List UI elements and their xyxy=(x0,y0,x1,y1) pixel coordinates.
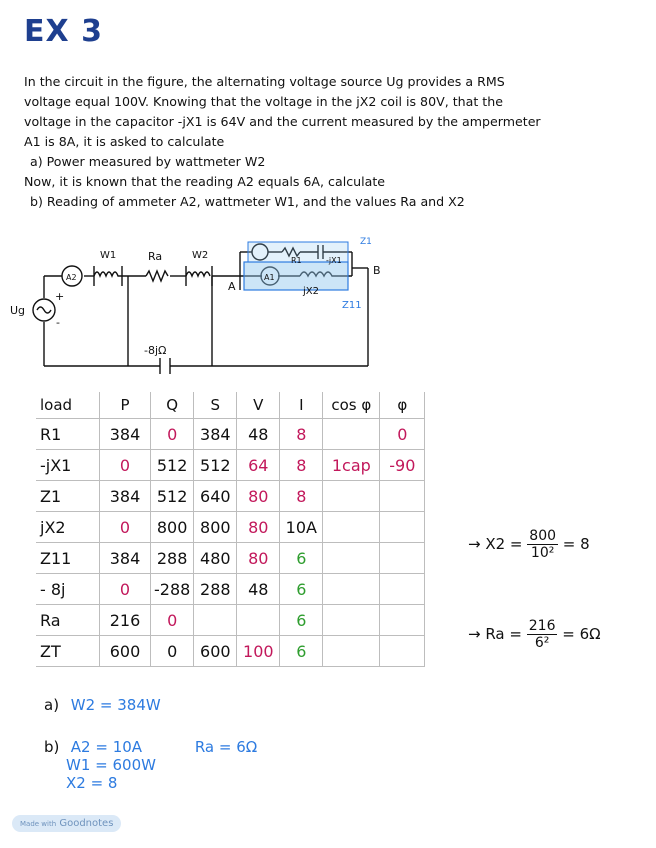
col-s: S xyxy=(194,392,237,419)
cell-s: 512 xyxy=(194,450,237,481)
plus-sign: + xyxy=(55,290,65,303)
ra-prefix: → Ra = xyxy=(468,625,522,643)
cell-i: 6 xyxy=(280,605,323,636)
cell-phi xyxy=(380,605,425,636)
cell-v: 100 xyxy=(237,636,280,667)
cell-v: 48 xyxy=(237,574,280,605)
cell-cos: 1cap xyxy=(323,450,380,481)
cell-p: 384 xyxy=(100,419,151,450)
circuit-diagram xyxy=(0,232,420,382)
cell-load: ZT xyxy=(36,636,100,667)
z11-label: Z11 xyxy=(342,300,362,311)
cell-phi xyxy=(380,481,425,512)
question-a: a) Power measured by wattmeter W2 xyxy=(30,154,266,169)
table-row xyxy=(36,419,425,450)
cell-q: -288 xyxy=(151,574,194,605)
ra-label: Ra xyxy=(148,250,163,263)
cell-p: 216 xyxy=(100,605,151,636)
source-label: Ug xyxy=(10,304,26,317)
cell-cos xyxy=(323,636,380,667)
cell-i: 6 xyxy=(280,636,323,667)
cell-i: 10A xyxy=(280,512,323,543)
minus-sign: - xyxy=(56,316,60,329)
cell-q: 288 xyxy=(151,543,194,574)
col-load: load xyxy=(36,392,100,419)
wattmeter-w1-label: W1 xyxy=(100,250,117,261)
cell-q: 800 xyxy=(151,512,194,543)
ra-calculation xyxy=(468,618,601,651)
col-cos: cos φ xyxy=(323,392,380,419)
wattmeter-w2-label: W2 xyxy=(192,250,209,261)
node-a: A xyxy=(228,280,236,293)
answer-w1-row xyxy=(44,756,257,774)
cell-s xyxy=(194,605,237,636)
page-title: EX 3 xyxy=(24,14,103,49)
cell-p: 384 xyxy=(100,543,151,574)
table-row xyxy=(36,605,425,636)
badge-name: Goodnotes xyxy=(59,818,114,829)
cell-load: Z11 xyxy=(36,543,100,574)
x2-denominator: 10² xyxy=(530,545,555,561)
cell-p: 600 xyxy=(100,636,151,667)
goodnotes-badge xyxy=(12,815,121,832)
table-header-row xyxy=(36,392,425,419)
problem-line: Now, it is known that the reading A2 equals 6A, calculate xyxy=(24,174,386,189)
answer-b-label: b) xyxy=(44,738,60,756)
col-p: P xyxy=(100,392,151,419)
table-row xyxy=(36,481,425,512)
cell-cos xyxy=(323,574,380,605)
cell-cos xyxy=(323,605,380,636)
cell-q: 512 xyxy=(151,450,194,481)
problem-line: In the circuit in the figure, the alternating voltage source Ug provides a RMS xyxy=(24,74,505,89)
r1-label: R1 xyxy=(291,256,302,265)
col-q: Q xyxy=(151,392,194,419)
cell-p: 0 xyxy=(100,450,151,481)
col-phi: φ xyxy=(380,392,425,419)
table-row xyxy=(36,574,425,605)
cell-i: 8 xyxy=(280,419,323,450)
cell-v xyxy=(237,605,280,636)
ra-result: = 6Ω xyxy=(562,625,601,643)
cell-cos xyxy=(323,512,380,543)
answers xyxy=(44,696,257,792)
cell-s: 480 xyxy=(194,543,237,574)
x2-result: = 8 xyxy=(562,535,590,553)
cell-i: 6 xyxy=(280,574,323,605)
badge-prefix: Made with xyxy=(20,820,57,828)
col-v: V xyxy=(237,392,280,419)
table-row xyxy=(36,543,425,574)
answer-a2: A2 = 10A xyxy=(70,738,143,756)
cell-i: 8 xyxy=(280,481,323,512)
z1-label: Z1 xyxy=(360,237,372,247)
cell-v: 80 xyxy=(237,543,280,574)
question-b: b) Reading of ammeter A2, wattmeter W1, and the values Ra and X2 xyxy=(30,194,465,209)
cell-phi: -90 xyxy=(380,450,425,481)
cell-phi xyxy=(380,543,425,574)
cell-q: 0 xyxy=(151,636,194,667)
problem-line: voltage in the capacitor -jX1 is 64V and the current measured by the ampermeter xyxy=(24,114,541,129)
cell-s: 384 xyxy=(194,419,237,450)
cell-v: 80 xyxy=(237,512,280,543)
ammeter-a2-label: A2 xyxy=(66,273,77,282)
cell-phi xyxy=(380,574,425,605)
cell-p: 384 xyxy=(100,481,151,512)
cell-load: -jX1 xyxy=(36,450,100,481)
answer-w1: W1 = 600W xyxy=(66,756,156,774)
cell-s: 800 xyxy=(194,512,237,543)
ra-denominator: 6² xyxy=(534,635,550,651)
answer-ra: Ra = 6Ω xyxy=(194,738,258,756)
cell-p: 0 xyxy=(100,512,151,543)
x2-label: jX2 xyxy=(303,286,319,297)
x2-prefix: → X2 = xyxy=(468,535,523,553)
cell-v: 48 xyxy=(237,419,280,450)
node-b: B xyxy=(373,264,381,277)
cell-q: 0 xyxy=(151,605,194,636)
answer-a xyxy=(44,696,257,714)
x2-calculation xyxy=(468,528,590,561)
cell-phi xyxy=(380,512,425,543)
cell-load: R1 xyxy=(36,419,100,450)
col-i: I xyxy=(280,392,323,419)
answer-x2: X2 = 8 xyxy=(66,774,118,792)
cell-phi: 0 xyxy=(380,419,425,450)
cell-v: 64 xyxy=(237,450,280,481)
capacitor-label: -8jΩ xyxy=(144,344,167,357)
cell-load: - 8j xyxy=(36,574,100,605)
ammeter-a1-label: A1 xyxy=(264,273,275,282)
cell-s: 640 xyxy=(194,481,237,512)
ra-numerator: 216 xyxy=(528,618,556,634)
x2-fraction xyxy=(527,528,558,561)
cell-load: Z1 xyxy=(36,481,100,512)
cell-load: jX2 xyxy=(36,512,100,543)
cell-i: 6 xyxy=(280,543,323,574)
cell-s: 600 xyxy=(194,636,237,667)
cell-p: 0 xyxy=(100,574,151,605)
cell-cos xyxy=(323,481,380,512)
cell-cos xyxy=(323,543,380,574)
answer-w2: W2 = 384W xyxy=(70,696,161,714)
table-row xyxy=(36,450,425,481)
problem-statement xyxy=(24,72,644,212)
table-row xyxy=(36,512,425,543)
problem-line: A1 is 8A, it is asked to calculate xyxy=(24,134,225,149)
x2-numerator: 800 xyxy=(529,528,557,544)
power-table xyxy=(36,392,425,667)
table-row xyxy=(36,636,425,667)
answer-b xyxy=(44,738,257,756)
cell-load: Ra xyxy=(36,605,100,636)
cell-q: 512 xyxy=(151,481,194,512)
cell-q: 0 xyxy=(151,419,194,450)
cell-phi xyxy=(380,636,425,667)
ra-fraction xyxy=(527,618,558,651)
problem-line: voltage equal 100V. Knowing that the voltage in the jX2 coil is 80V, that the xyxy=(24,94,503,109)
cell-v: 80 xyxy=(237,481,280,512)
cell-s: 288 xyxy=(194,574,237,605)
answer-a-label: a) xyxy=(44,696,60,714)
answer-x2-row xyxy=(44,774,257,792)
cell-i: 8 xyxy=(280,450,323,481)
x1-label: -jX1 xyxy=(326,256,342,265)
cell-cos xyxy=(323,419,380,450)
